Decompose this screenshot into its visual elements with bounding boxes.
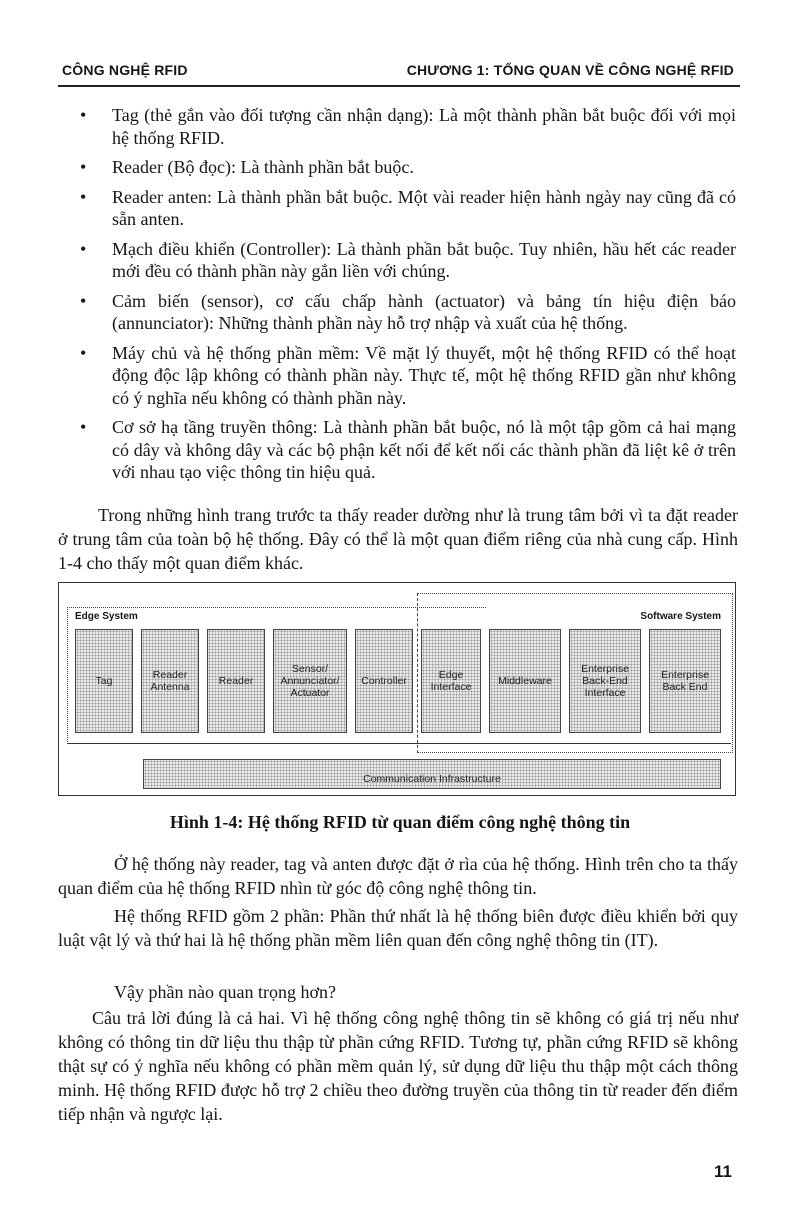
list-item: • Mạch điều khiển (Controller): Là thành phần bắt buộc. Tuy nhiên, hầu hết các reader mới đều có thành phần này gắn liền với chúng. bbox=[80, 238, 736, 281]
middleware-box: Middleware bbox=[489, 629, 561, 733]
body-paragraph: Ở hệ thống này reader, tag và anten được đặt ở rìa của hệ thống. Hình trên cho ta thấy quan điểm của hệ thống RFID nhìn từ góc độ công nghệ thông tin. bbox=[58, 854, 738, 898]
tag-box: Tag bbox=[75, 629, 133, 733]
reader-antenna-box: Reader Antenna bbox=[141, 629, 199, 733]
list-item: • Cảm biến (sensor), cơ cấu chấp hành (actuator) và bảng tín hiệu điện báo (annunciator): Những thành phần này hỗ trợ nhập và xuất của hệ thống. bbox=[80, 290, 736, 333]
list-item: • Tag (thẻ gắn vào đối tượng cần nhận dạng): Là một thành phần bắt buộc đối với mọi hệ thống RFID. bbox=[80, 105, 736, 148]
enterprise-backend-box: Enterprise Back End bbox=[649, 629, 721, 733]
bullet-icon: • bbox=[80, 157, 87, 177]
bullet-icon: • bbox=[80, 238, 87, 259]
header-rule bbox=[58, 85, 740, 87]
list-item: • Reader anten: Là thành phần bắt buộc. Một vài reader hiện hành ngày nay cũng đã có sẵn anten. bbox=[80, 186, 736, 229]
list-item: • Máy chủ và hệ thống phần mềm: Về mặt lý thuyết, một hệ thống RFID có thể hoạt động độc lập không có thành phần này. Thực tế, một hệ thống RFID gần như không có ý nghĩa nếu không có thành phần này. bbox=[80, 342, 736, 408]
body-paragraph: Vậy phần nào quan trọng hơn? bbox=[114, 982, 336, 1002]
intro-paragraph: Trong những hình trang trước ta thấy reader dường như là trung tâm bởi vì ta đặt reader ở trung tâm của toàn bộ hệ thống. Đây có thể là một quan điểm riêng của nhà cung cấp. Hình 1-4 cho thấy một quan điểm khác. bbox=[58, 505, 738, 573]
bullet-icon: • bbox=[80, 186, 87, 207]
enterprise-interface-box: Enterprise Back-End Interface bbox=[569, 629, 641, 733]
edge-interface-box: Edge Interface bbox=[421, 629, 481, 733]
figure-rfid-it-view bbox=[58, 582, 736, 796]
list-item: • Reader (Bộ đọc): Là thành phần bắt buộc. bbox=[80, 157, 414, 177]
software-system-label: Software System bbox=[640, 611, 721, 622]
figure-caption: Hình 1-4: Hệ thống RFID từ quan điểm công nghệ thông tin bbox=[169, 812, 631, 832]
sensor-box: Sensor/ Annunciator/ Actuator bbox=[273, 629, 347, 733]
bullet-icon: • bbox=[80, 290, 87, 311]
edge-system-label: Edge System bbox=[75, 611, 138, 622]
communication-infrastructure-box: Communication Infrastructure bbox=[143, 759, 721, 789]
bullet-icon: • bbox=[80, 105, 87, 125]
bullet-icon: • bbox=[80, 342, 87, 363]
body-paragraph: Câu trả lời đúng là cả hai. Vì hệ thống công nghệ thông tin sẽ không có giá trị nếu như không có thông tin dữ liệu thu thập từ phần cứng RFID. Tương tự, phần cứng RFID sẽ không thật sự có ý nghĩa nếu không có phần mềm quản lý, sử dụng dữ liệu thu thập một cách thông minh. Hệ thống RFID được hỗ trợ 2 chiều theo đường truyền của thông tin từ reader đến điểm tiếp nhận và ngược lại. bbox=[58, 1008, 738, 1124]
page-number: 11 bbox=[714, 1162, 732, 1181]
component-list bbox=[72, 104, 736, 491]
bullet-icon: • bbox=[80, 417, 87, 437]
list-item: • Cơ sở hạ tầng truyền thông: Là thành phần bắt buộc, nó là một tập gồm cả hai mạng có dây và không dây và các bộ phận kết nối để kết nối các thành phần đã liệt kê ở trên với nhau tạo việc thông tin hiệu quả. bbox=[80, 417, 736, 482]
header-chapter-title: CHƯƠNG 1: TỔNG QUAN VỀ CÔNG NGHỆ RFID bbox=[406, 62, 734, 78]
body-paragraph: Hệ thống RFID gồm 2 phần: Phần thứ nhất là hệ thống biên được điều khiển bởi quy luật vật lý và thứ hai là hệ thống phần mềm liên quan đến công nghệ thông tin (IT). bbox=[58, 906, 738, 950]
header-book-title: CÔNG NGHỆ RFID bbox=[62, 62, 188, 78]
reader-box: Reader bbox=[207, 629, 265, 733]
controller-box: Controller bbox=[355, 629, 413, 733]
